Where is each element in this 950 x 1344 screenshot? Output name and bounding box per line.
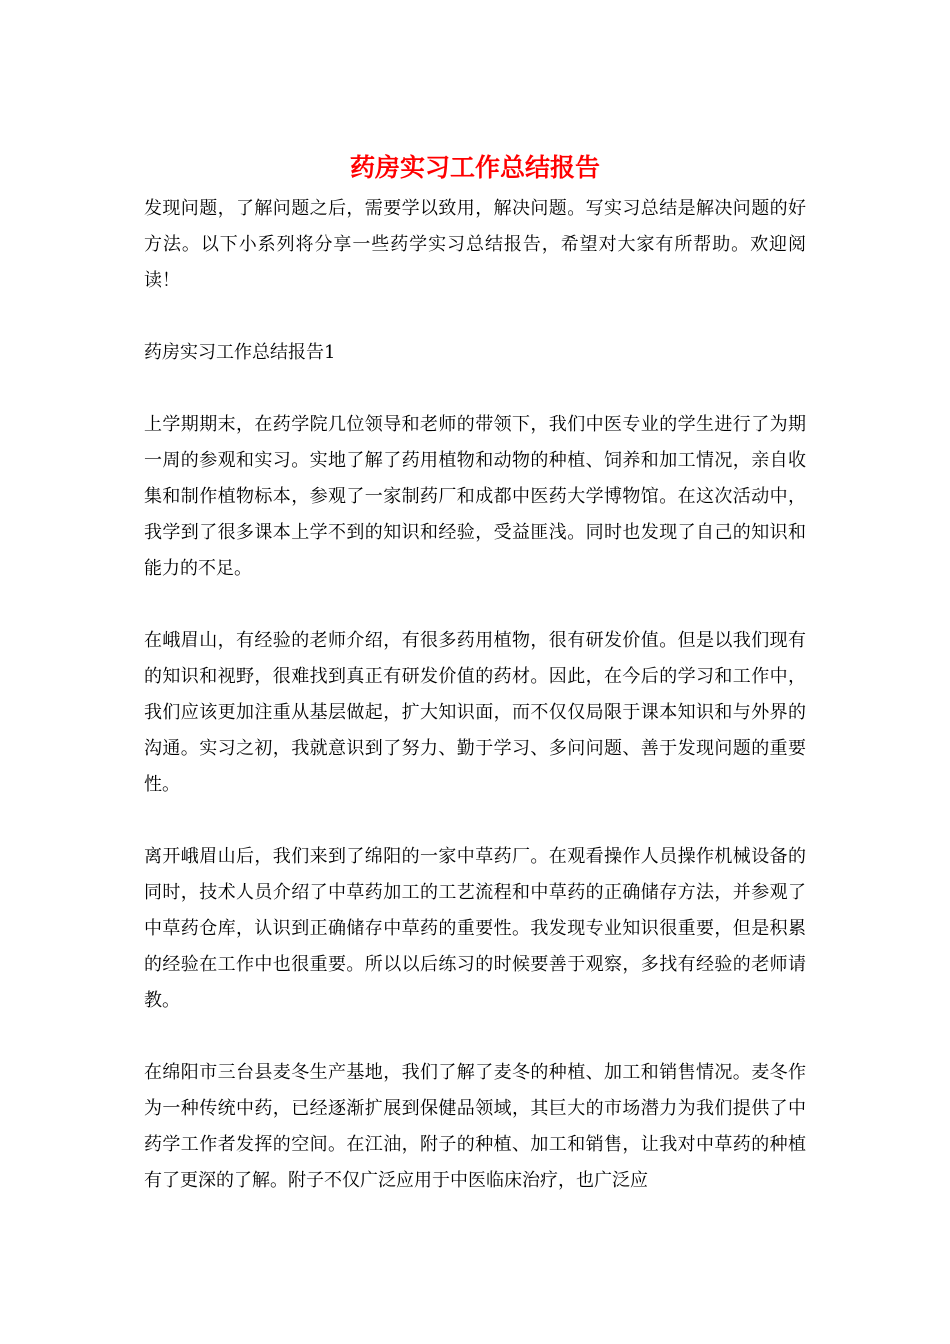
body-paragraph: 上学期期末，在药学院几位领导和老师的带领下，我们中医专业的学生进行了为期一周的参观和实习。实地了解了药用植物和动物的种植、饲养和加工情况，亲自收集和制作植物标本，参观了一家制药厂和成都中医药大学博物馆。在这次活动中，我学到了很多课本上学不到的知识和经验，受益匪浅。同时也发现了自己的知识和能力的不足。 xyxy=(144,414,806,579)
body-paragraph: 在绵阳市三台县麦冬生产基地，我们了解了麦冬的种植、加工和销售情况。麦冬作为一种传统中药，已经逐渐扩展到保健品领域，其巨大的市场潜力为我们提供了中药学工作者发挥的空间。在江油，附子的种植、加工和销售，让我对中草药的种植有了更深的了解。附子不仅广泛应用于中医临床治疗，也广泛应 xyxy=(144,1062,806,1191)
document-body xyxy=(144,191,806,1235)
intro-paragraph: 发现问题，了解问题之后，需要学以致用，解决问题。写实习总结是解决问题的好方法。以下小系列将分享一些药学实习总结报告，希望对大家有所帮助。欢迎阅读！ xyxy=(144,198,806,291)
section-heading: 药房实习工作总结报告1 xyxy=(144,342,336,363)
body-paragraph: 离开峨眉山后，我们来到了绵阳的一家中草药厂。在观看操作人员操作机械设备的同时，技术人员介绍了中草药加工的工艺流程和中草药的正确储存方法，并参观了中草药仓库，认识到正确储存中草药的重要性。我发现专业知识很重要，但是积累的经验在工作中也很重要。所以以后练习的时候要善于观察，多找有经验的老师请教。 xyxy=(144,846,806,1011)
body-paragraph: 在峨眉山，有经验的老师介绍，有很多药用植物，很有研发价值。但是以我们现有的知识和视野，很难找到真正有研发价值的药材。因此，在今后的学习和工作中，我们应该更加注重从基层做起，扩大知识面，而不仅仅局限于课本知识和与外界的沟通。实习之初，我就意识到了努力、勤于学习、多问问题、善于发现问题的重要性。 xyxy=(144,630,806,795)
document-title: 药房实习工作总结报告 xyxy=(349,153,600,182)
